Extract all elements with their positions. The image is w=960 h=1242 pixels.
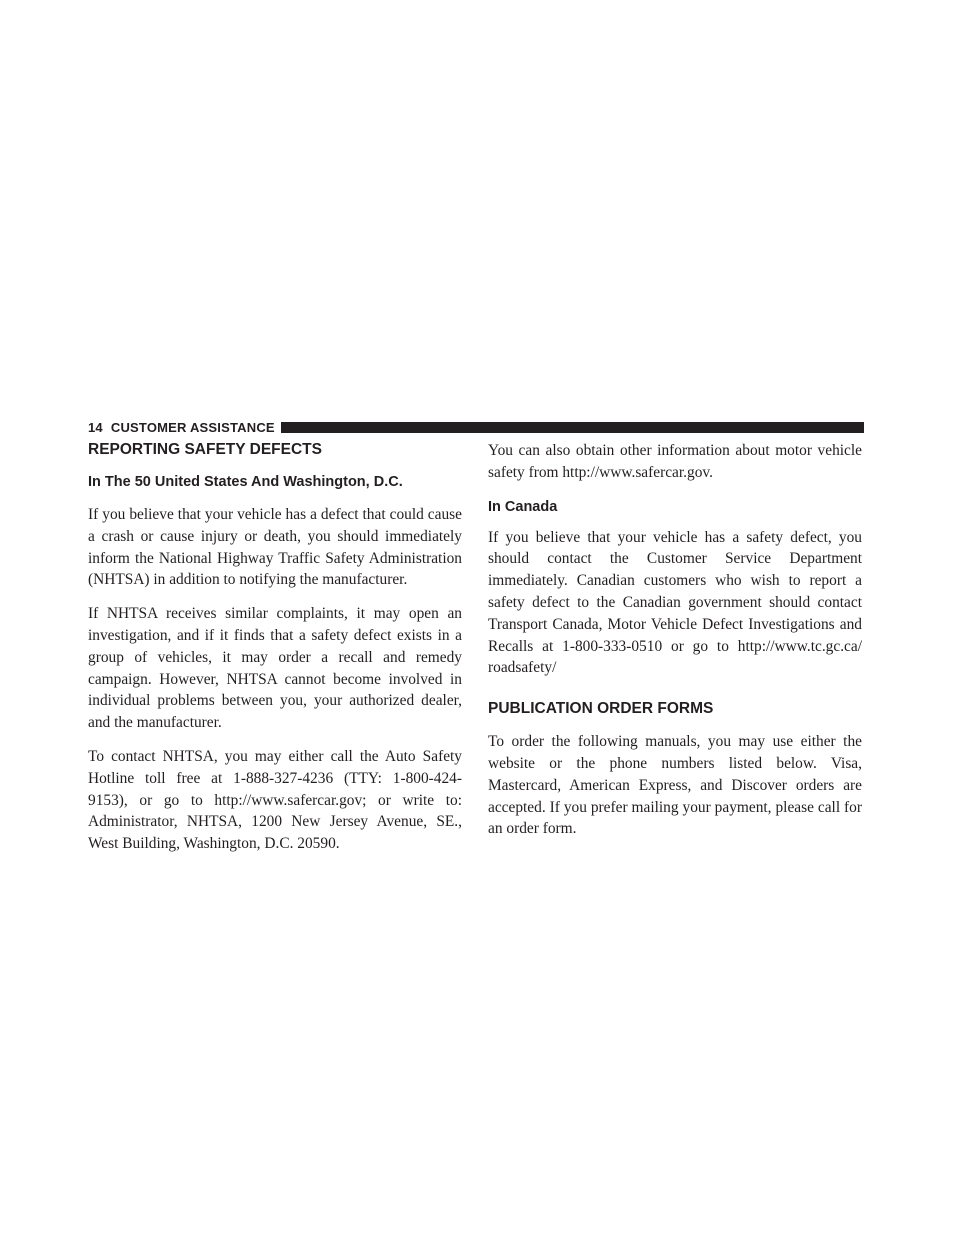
us-dc-subheading: In The 50 United States And Washington, D.C.	[88, 474, 403, 490]
reporting-safety-defects-heading: REPORTING SAFETY DEFECTS	[88, 441, 322, 458]
right-column	[488, 440, 862, 840]
section-title: CUSTOMER ASSISTANCE	[110, 420, 275, 435]
paragraph-nhtsa-complaints: If NHTSA receives similar complaints, it may open an investigation, and if it finds that a safety defect exists in a group of vehicles, it may order a recall and remedy campaign. However, NHTSA cannot become involved in individual problems between you, your authorized dealer, and the manufacturer.	[88, 605, 462, 732]
in-canada-heading: In Canada	[488, 498, 558, 515]
running-header	[88, 420, 864, 435]
publication-order-forms-heading: PUBLICATION ORDER FORMS	[488, 700, 714, 718]
paragraph-safercar-info: You can also obtain other information about motor vehicle safety from http://www.safercar.gov.	[488, 442, 862, 481]
paragraph-defect-inform: If you believe that your vehicle has a defect that could cause a crash or cause injury or death, you should immediately inform the National Highway Traffic Safety Administration (NHTSA) in addition to notifying the manufacturer.	[88, 506, 462, 589]
left-column	[88, 440, 462, 855]
header-rule-bar	[281, 422, 864, 433]
paragraph-canada-contact: If you believe that your vehicle has a safety defect, you should contact the Customer Service Department immediately. Canadian customers who wish to report a safety defect to the Canadian government should contact Transport Canada, Motor Vehicle Defect Investigations and Recalls at 1-800-333-0510 or go to http://www.tc.gc.ca/ roadsafety/	[488, 528, 862, 677]
paragraph-order-manuals: To order the following manuals, you may use either the website or the phone numbers listed below. Visa, Mastercard, American Express, and Discover orders are accepted. If you prefer mailing your payment, please call for an order form.	[488, 733, 862, 838]
paragraph-contact-nhtsa: To contact NHTSA, you may either call the Auto Safety Hotline toll free at 1-888-327-4236 (TTY: 1-800-424- 9153), or go to http://www.safercar.gov; or write to: Administrator, NHTSA, 1200 New Jersey Avenue, SE., West Building, Washington, D.C. 20590.	[88, 747, 462, 853]
page-number: 14	[88, 420, 103, 435]
